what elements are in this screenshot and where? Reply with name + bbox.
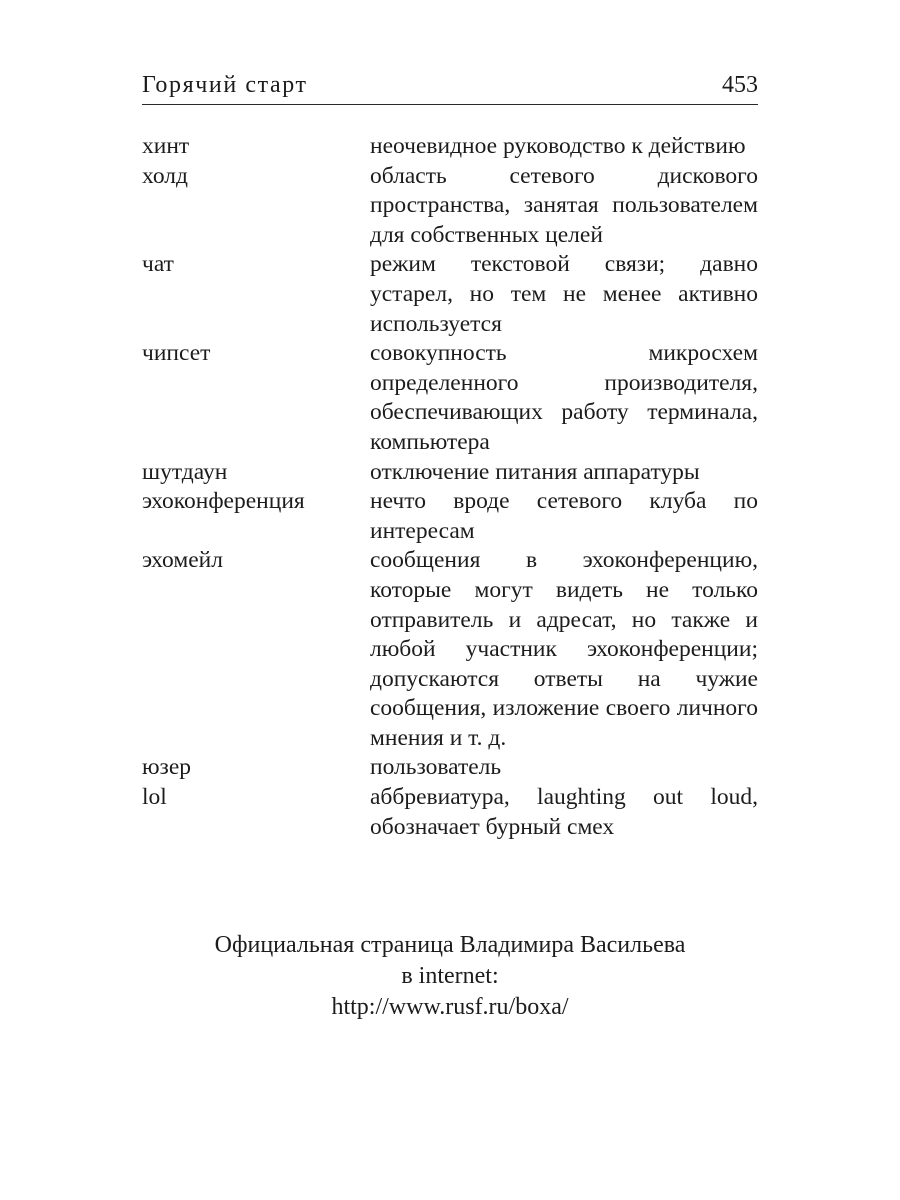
glossary-term: чипсет [142,340,211,367]
glossary-definition: совокупность микросхем определенного производителя, обеспечивающих работу терминала, компьютера [370,340,758,455]
glossary-term: хинт [142,133,190,159]
glossary-definition: область сетевого дискового пространства, занятая пользователем для собственных целей [370,162,758,248]
glossary-entry [142,458,758,488]
author-page-note-line2: в internet: [401,963,499,989]
glossary-definition: отключение питания аппаратуры [370,458,700,485]
glossary-term: чат [142,251,174,278]
glossary-entry [142,250,758,339]
page-number: 453 [722,72,758,98]
glossary-term: lol [142,784,167,811]
glossary-term: юзер [142,754,192,781]
author-page-note-line1: Официальная страница Владимира Васильева [214,932,686,958]
glossary-term: эхомейл [142,547,223,574]
glossary-definition: неочевидное руководство к действию [370,133,746,159]
glossary-term: шутдаун [142,458,228,485]
glossary-entry [142,753,758,783]
book-page [142,0,758,1200]
glossary-definition: пользователь [370,754,502,781]
glossary-definition: режим текстовой связи; давно устарел, но тем не менее активно используется [370,251,758,337]
glossary-definition: нечто вроде сетевого клуба по интересам [370,488,758,544]
glossary-entry [142,783,758,842]
glossary-entry [142,339,758,457]
running-header [142,70,758,105]
glossary-entry [142,487,758,546]
author-page-url: http://www.rusf.ru/boxa/ [331,994,569,1020]
glossary-entry [142,162,758,251]
glossary-term: холд [142,162,188,189]
author-page-note [142,930,758,1023]
glossary-definition: сообщения в эхоконференцию, которые могут видеть не только отправитель и адресат, но также и любой участник эхоконференции; допускаются ответы на чужие сообщения, изложение своего личного мнения и т. д. [370,547,758,751]
glossary-term: эхоконференция [142,488,305,515]
glossary-definition: аббревиатура, laughting out loud, обозначает бурный смех [370,784,758,840]
glossary-list [142,132,758,842]
running-title: Горячий старт [142,72,308,98]
glossary-entry [142,546,758,753]
glossary-entry [142,132,758,162]
